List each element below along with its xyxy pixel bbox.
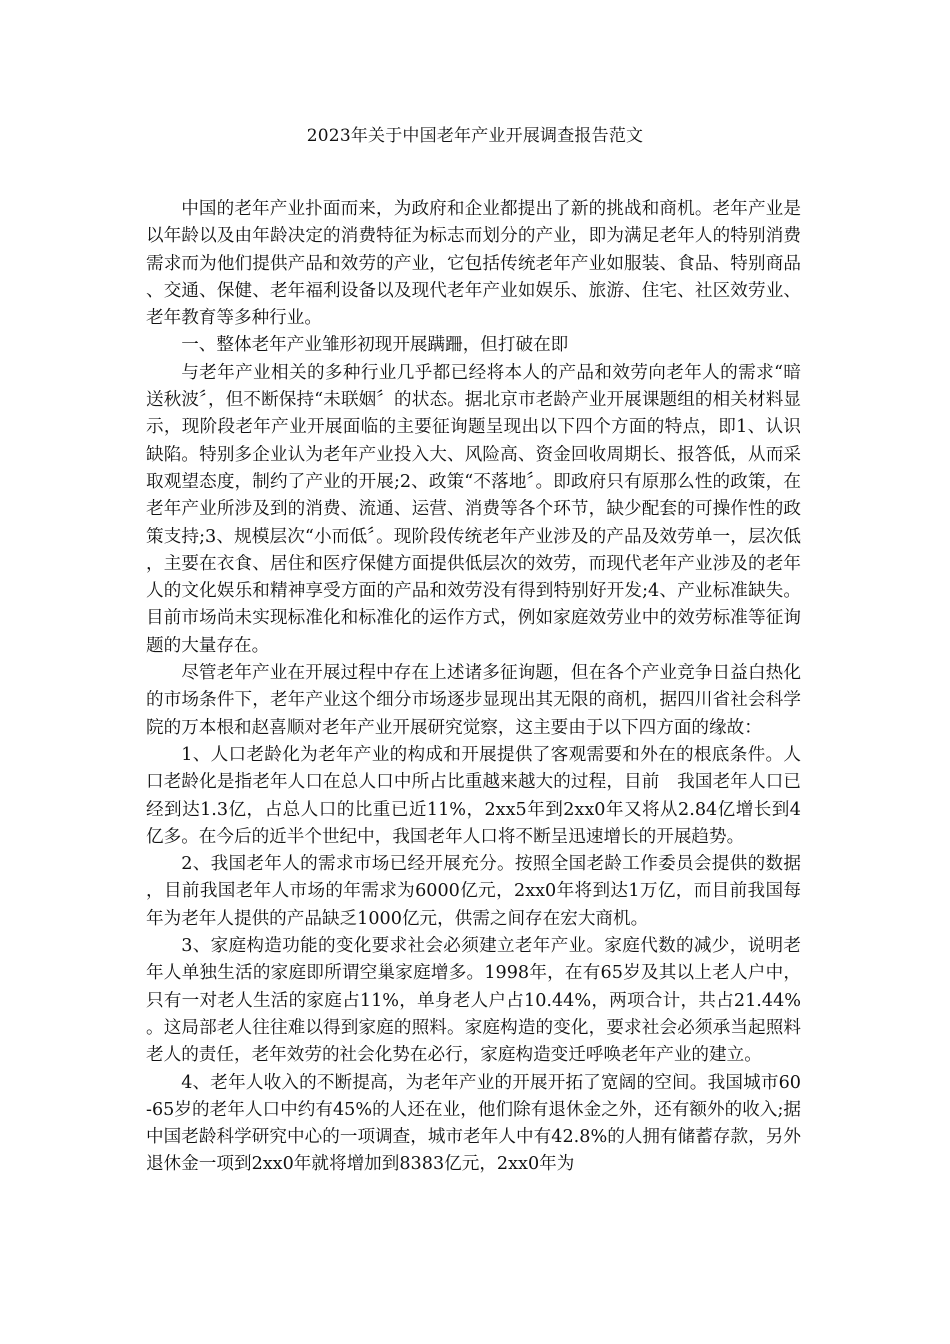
paragraph-reason-1: 1、人口老龄化为老年产业的构成和开展提供了客观需要和外在的根底条件。人口老龄化是指老年人口在总人口中所占比重越来越大的过程，目前 我国老年人口已经到达1.3亿，占总人口的比重已近11%，2xx5年到2xx0年又将从2.84亿增长到4亿多。在今后的近半个世纪中，我国老年人口将不断呈迅速增长的开展趋势。 (146, 744, 801, 847)
paragraph-reason-4: 4、老年人收入的不断提高，为老年产业的开展开拓了宽阔的空间。我国城市60-65岁的老年人口中约有45%的人还在业，他们除有退休金之外，还有额外的收入;据中国老龄科学研究中心的一项调查，城市老年人中有42.8%的人拥有储蓄存款，另外退休金一项到2xx0年就将增加到8383亿元，2xx0年为 (146, 1072, 801, 1175)
paragraph-reason-2: 2、我国老年人的需求市场已经开展充分。按照全国老龄工作委员会提供的数据，目前我国老年人市场的年需求为6000亿元，2xx0年将到达1万亿，而目前我国每年为老年人提供的产品缺乏1000亿元，供需之间存在宏大商机。 (146, 854, 801, 929)
paragraph-reason-3: 3、家庭构造功能的变化要求社会必须建立老年产业。家庭代数的减少，说明老年人单独生活的家庭即所谓空巢家庭增多。1998年，在有65岁及其以上老人户中，只有一对老人生活的家庭占11%，单身老人户占10.44%，两项合计，共占21.44%。这局部老人往往难以得到家庭的照料。家庭构造的变化，要求社会必须承当起照料老人的责任，老年效劳的社会化势在必行，家庭构造变迁呼唤老年产业的建立。 (146, 936, 801, 1066)
document-body (146, 196, 801, 1179)
section-heading-1: 一、整体老年产业雏形初现开展蹒跚，但打破在即 (181, 335, 569, 356)
paragraph-current-issues: 与老年产业相关的多种行业几乎都已经将本人的产品和效劳向老年人的需求“暗送秋波〞，但不断保持“未联姻〞的状态。据北京市老龄产业开展课题组的相关材料显示，现阶段老年产业开展面临的主要征询题呈现出以下四个方面的特点，即1、认识缺陷。特别多企业认为老年产业投入大、风险高、资金回收周期长、报答低，从而采取观望态度，制约了产业的开展;2、政策“不落地〞。即政府只有原那么性的政策，在老年产业所涉及到的消费、流通、运营、消费等各个环节，缺少配套的可操作性的政策支持;3、规模层次“小而低〞。现阶段传统老年产业涉及的产品及效劳单一，层次低，主要在衣食、居住和医疗保健方面提供低层次的效劳，而现代老年产业涉及的老年人的文化娱乐和精神享受方面的产品和效劳没有得到特别好开发;4、产业标准缺失。目前市场尚未实现标准化和标准化的运作方式，例如家庭效劳业中的效劳标准等征询题的大量存在。 (146, 362, 801, 656)
paragraph-opportunities: 尽管老年产业在开展过程中存在上述诸多征询题，但在各个产业竞争日益白热化的市场条件下，老年产业这个细分市场逐步显现出其无限的商机，据四川省社会科学院的万本根和赵喜顺对老年产业开展研究觉察，这主要由于以下四方面的缘故： (146, 663, 801, 738)
paragraph-intro: 中国的老年产业扑面而来，为政府和企业都提出了新的挑战和商机。老年产业是以年龄以及由年龄决定的消费特征为标志而划分的产业，即为满足老年人的特别消费需求而为他们提供产品和效劳的产业，它包括传统老年产业如服装、食品、特别商品、交通、保健、老年福利设备以及现代老年产业如娱乐、旅游、住宅、社区效劳业、老年教育等多种行业。 (146, 199, 801, 329)
document-title: 2023年关于中国老年产业开展调查报告范文 (306, 126, 644, 146)
